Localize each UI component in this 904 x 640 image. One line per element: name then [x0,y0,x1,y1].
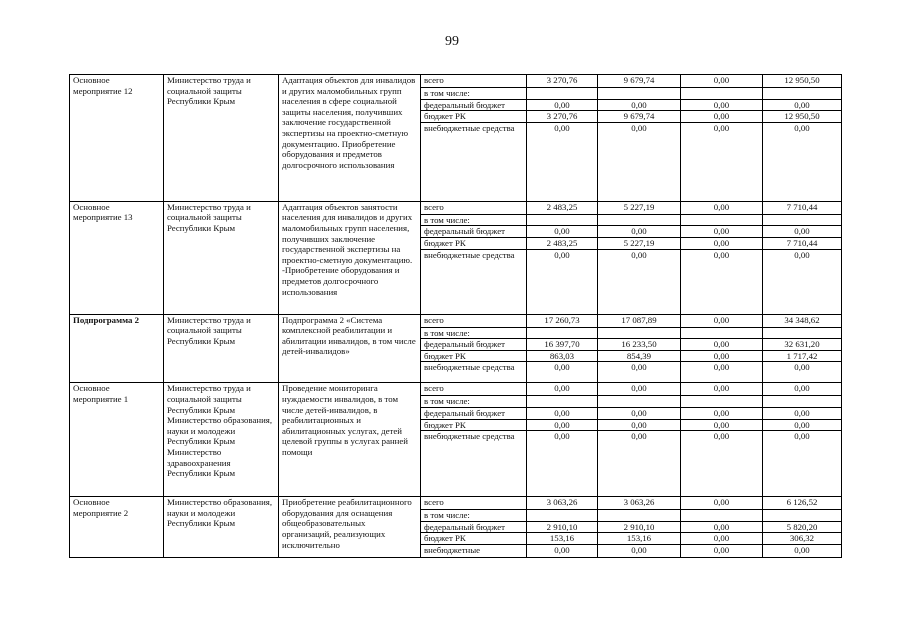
amount-v3: 0,00 [681,75,763,88]
amount-v2: 5 227,19 [598,201,681,214]
amount-v2: 0,00 [598,419,681,431]
funding-source: в том числе: [421,88,527,100]
table-row [70,314,842,327]
program-label: Основное мероприятие 13 [70,201,164,314]
amount-v1: 3 270,76 [527,111,598,123]
funding-source: всего [421,201,527,214]
amount-v4: 0,00 [763,226,842,238]
amount-v1: 17 260,73 [527,314,598,327]
amount-v3: 0,00 [681,111,763,123]
amount-v4: 0,00 [763,407,842,419]
funding-source: федеральный бюджет [421,99,527,111]
amount-v2: 0,00 [598,362,681,383]
amount-v1: 0,00 [527,544,598,557]
amount-v3: 0,00 [681,431,763,497]
amount-v3: 0,00 [681,533,763,545]
amount-v3 [681,510,763,522]
amount-v1: 3 270,76 [527,75,598,88]
funding-source: всего [421,497,527,510]
amount-v3: 0,00 [681,314,763,327]
funding-source: федеральный бюджет [421,226,527,238]
amount-v4: 5 820,20 [763,521,842,533]
amount-v2: 0,00 [598,544,681,557]
amount-v2: 153,16 [598,533,681,545]
funding-source: федеральный бюджет [421,407,527,419]
amount-v4: 6 126,52 [763,497,842,510]
amount-v3: 0,00 [681,544,763,557]
executor-cell: Министерство труда и социальной защиты Республики Крым [164,75,279,202]
executor-cell: Министерство труда и социальной защиты Республики Крым Министерство образования, науки и молодежи Республики Крым Министерство здравоохранения Республики Крым [164,383,279,497]
executor-cell: Министерство труда и социальной защиты Республики Крым [164,201,279,314]
amount-v4: 32 631,20 [763,339,842,351]
amount-v2 [598,396,681,408]
funding-source: бюджет РК [421,533,527,545]
amount-v2: 17 087,89 [598,314,681,327]
amount-v4 [763,396,842,408]
program-label: Основное мероприятие 2 [70,497,164,558]
funding-source: внебюджетные средства [421,122,527,201]
amount-v3: 0,00 [681,350,763,362]
description-cell: Подпрограмма 2 «Система комплексной реабилитации и абилитации инвалидов, в том числе детей-инвалидов» [279,314,421,383]
amount-v4: 1 717,42 [763,350,842,362]
amount-v3: 0,00 [681,407,763,419]
description-cell: Адаптация объектов для инвалидов и других маломобильных групп населения в сфере социальной защиты населения, получивших заключение государственной экспертизы на проектно-сметную документацию. Приобретение оборудования и предметов долгосрочного использования [279,75,421,202]
funding-source: бюджет РК [421,237,527,249]
amount-v3: 0,00 [681,99,763,111]
amount-v3 [681,396,763,408]
amount-v1: 0,00 [527,383,598,396]
amount-v4: 0,00 [763,544,842,557]
funding-source: всего [421,314,527,327]
amount-v3: 0,00 [681,362,763,383]
description-cell: Адаптация объектов занятости населения для инвалидов и других маломобильных групп населения, получивших заключение государственной экспертизы на проектно-сметную документацию. -Приобретение оборудования и предметов долгосрочного использования [279,201,421,314]
funding-source: в том числе: [421,510,527,522]
amount-v1: 2 910,10 [527,521,598,533]
amount-v4: 12 950,50 [763,111,842,123]
amount-v1: 0,00 [527,249,598,314]
amount-v4 [763,88,842,100]
amount-v2: 0,00 [598,407,681,419]
page-number: 99 [445,34,459,49]
amount-v3: 0,00 [681,497,763,510]
amount-v1 [527,88,598,100]
program-label: Подпрограмма 2 [70,314,164,383]
amount-v4 [763,510,842,522]
amount-v2: 854,39 [598,350,681,362]
funding-source: внебюджетные [421,544,527,557]
amount-v2: 0,00 [598,431,681,497]
amount-v2: 0,00 [598,99,681,111]
description-cell: Приобретение реабилитационного оборудования для оснащения общеобразовательных организаций, реализующих исключительно [279,497,421,558]
funding-source: внебюджетные средства [421,431,527,497]
amount-v4: 0,00 [763,249,842,314]
amount-v1: 863,03 [527,350,598,362]
funding-source: федеральный бюджет [421,521,527,533]
amount-v3 [681,327,763,339]
program-label: Основное мероприятие 1 [70,383,164,497]
amount-v1: 0,00 [527,362,598,383]
program-label: Основное мероприятие 12 [70,75,164,202]
amount-v4: 7 710,44 [763,201,842,214]
amount-v3: 0,00 [681,122,763,201]
funding-source: в том числе: [421,327,527,339]
amount-v3: 0,00 [681,226,763,238]
amount-v1: 0,00 [527,122,598,201]
amount-v1: 0,00 [527,431,598,497]
amount-v2: 0,00 [598,383,681,396]
amount-v1: 2 483,25 [527,237,598,249]
amount-v4: 0,00 [763,122,842,201]
amount-v4: 7 710,44 [763,237,842,249]
amount-v2 [598,510,681,522]
amount-v3: 0,00 [681,201,763,214]
amount-v1: 0,00 [527,226,598,238]
amount-v1: 153,16 [527,533,598,545]
amount-v3: 0,00 [681,237,763,249]
amount-v3 [681,88,763,100]
program-funding-table [69,74,842,558]
amount-v4: 34 348,62 [763,314,842,327]
amount-v1: 0,00 [527,99,598,111]
amount-v3: 0,00 [681,419,763,431]
amount-v1: 0,00 [527,419,598,431]
funding-source: в том числе: [421,214,527,226]
funding-source: всего [421,75,527,88]
amount-v2: 2 910,10 [598,521,681,533]
amount-v4: 0,00 [763,383,842,396]
amount-v4: 0,00 [763,99,842,111]
amount-v1: 2 483,25 [527,201,598,214]
amount-v2 [598,214,681,226]
amount-v2 [598,327,681,339]
description-cell: Проведение мониторинга нуждаемости инвалидов, в том числе детей-инвалидов, в реабилитационных и абилитационных услугах, детей целевой группы в услугах ранней помощи [279,383,421,497]
table-row [70,201,842,214]
amount-v1 [527,327,598,339]
amount-v4: 0,00 [763,419,842,431]
executor-cell: Министерство труда и социальной защиты Республики Крым [164,314,279,383]
amount-v4 [763,214,842,226]
table-row [70,75,842,88]
amount-v4: 12 950,50 [763,75,842,88]
amount-v1: 0,00 [527,407,598,419]
table-row [70,383,842,396]
amount-v4: 0,00 [763,431,842,497]
funding-source: внебюджетные средства [421,362,527,383]
amount-v3 [681,214,763,226]
amount-v2: 9 679,74 [598,111,681,123]
amount-v4: 0,00 [763,362,842,383]
amount-v2 [598,88,681,100]
amount-v1: 16 397,70 [527,339,598,351]
amount-v2: 0,00 [598,249,681,314]
amount-v4: 306,32 [763,533,842,545]
amount-v2: 0,00 [598,122,681,201]
executor-cell: Министерство образования, науки и молодежи Республики Крым [164,497,279,558]
amount-v3: 0,00 [681,521,763,533]
funding-source: бюджет РК [421,111,527,123]
amount-v2: 9 679,74 [598,75,681,88]
funding-source: всего [421,383,527,396]
table-body [70,75,842,558]
funding-source: внебюджетные средства [421,249,527,314]
funding-source: бюджет РК [421,419,527,431]
amount-v1 [527,396,598,408]
amount-v1 [527,510,598,522]
funding-source: бюджет РК [421,350,527,362]
amount-v3: 0,00 [681,249,763,314]
amount-v1: 3 063,26 [527,497,598,510]
funding-source: федеральный бюджет [421,339,527,351]
amount-v1 [527,214,598,226]
amount-v3: 0,00 [681,339,763,351]
table-row [70,497,842,510]
amount-v2: 16 233,50 [598,339,681,351]
amount-v3: 0,00 [681,383,763,396]
amount-v4 [763,327,842,339]
amount-v2: 5 227,19 [598,237,681,249]
amount-v2: 0,00 [598,226,681,238]
funding-source: в том числе: [421,396,527,408]
amount-v2: 3 063,26 [598,497,681,510]
